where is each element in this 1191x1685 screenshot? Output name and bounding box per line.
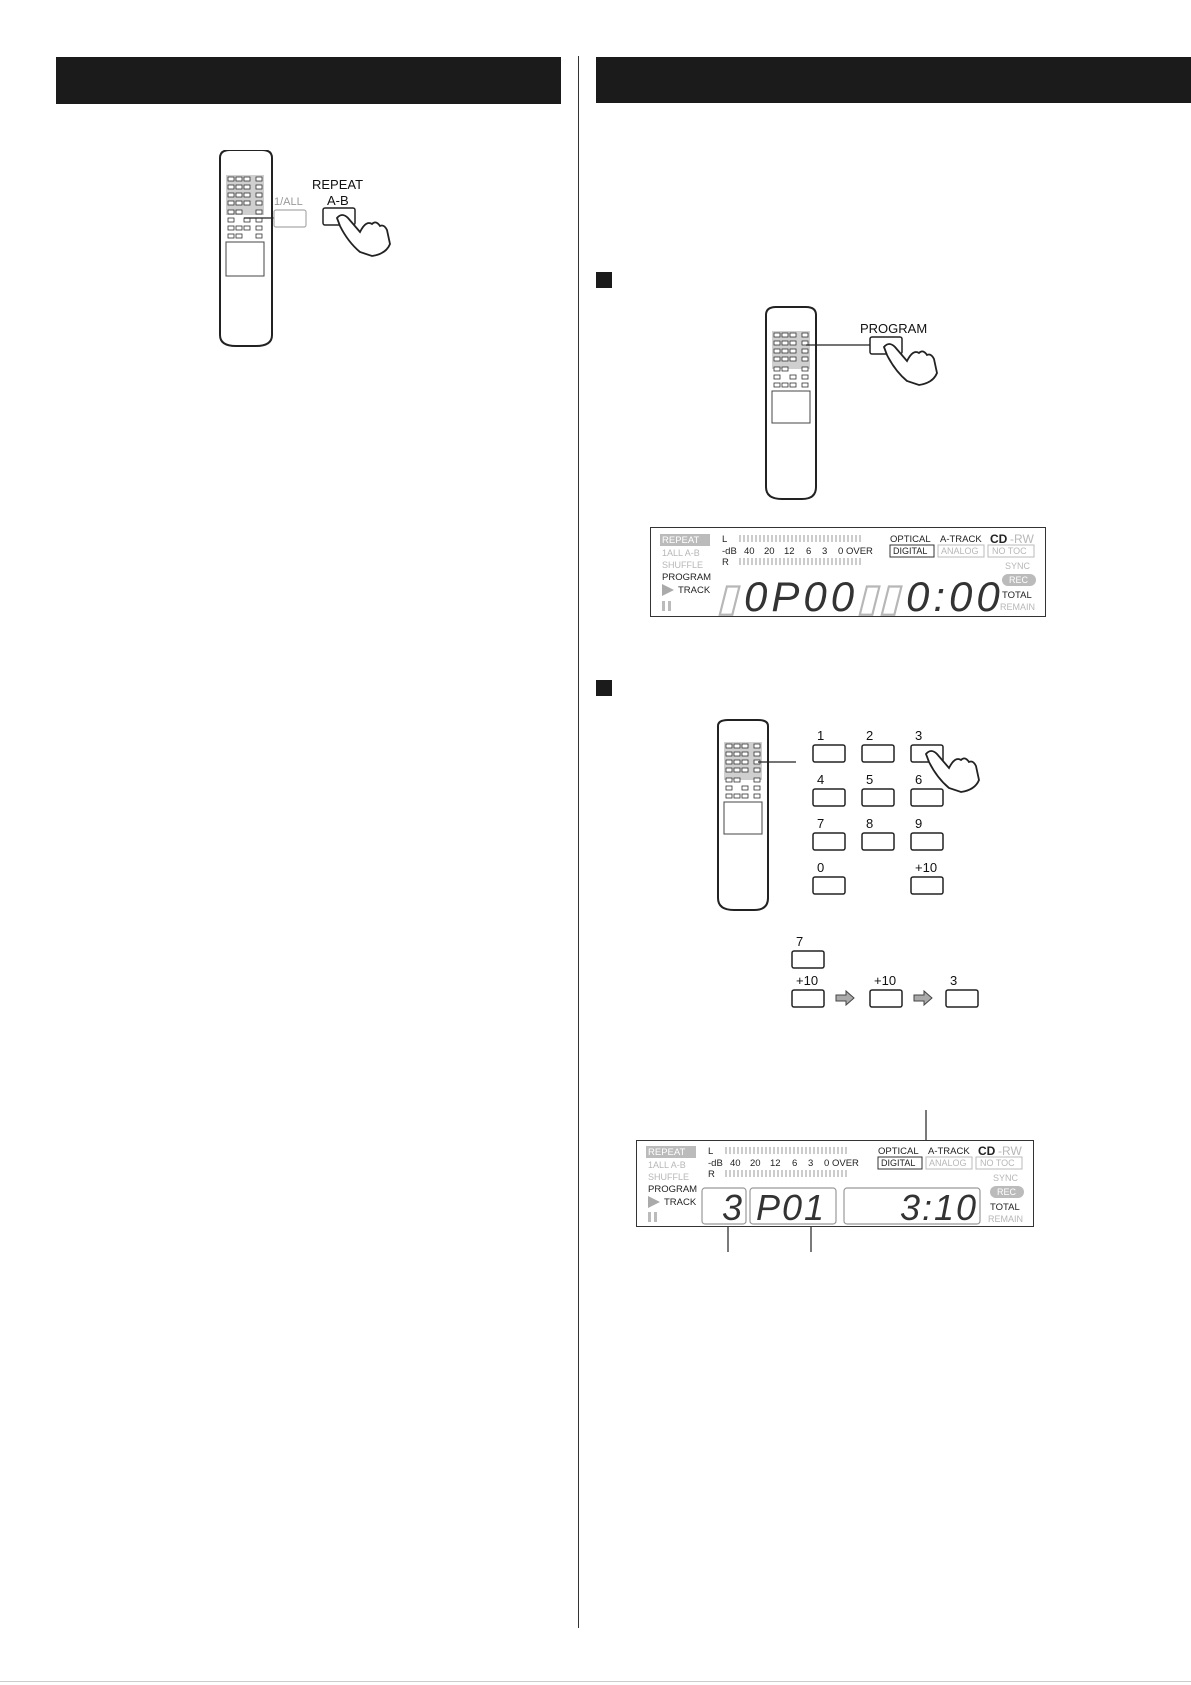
- example-seq-2-button: [870, 990, 902, 1007]
- lcd-scale-0: 0: [824, 1158, 830, 1169]
- lcd-all-ab: 1ALL A-B: [662, 548, 700, 558]
- remote-control-icon: [718, 720, 768, 910]
- example-seq-2-label: +10: [874, 973, 897, 988]
- number-keys-illustration: [710, 718, 1000, 918]
- lcd-scale-20: 20: [764, 546, 775, 557]
- lcd-l: L: [722, 534, 728, 545]
- lcd-seg-program: P01: [756, 1187, 827, 1228]
- one-all-button[interactable]: [274, 210, 306, 227]
- pressing-hand-icon: [337, 215, 390, 256]
- lcd-program: PROGRAM: [648, 1184, 698, 1195]
- key-5-label: 5: [866, 772, 874, 787]
- lcd-analog: ANALOG: [929, 1158, 967, 1168]
- lcd-cd: CD: [978, 1144, 996, 1158]
- program-label: PROGRAM: [860, 321, 928, 336]
- remote-control-icon: [220, 150, 272, 346]
- lcd-rec: REC: [1009, 575, 1029, 585]
- lcd-scale-40: 40: [744, 546, 755, 557]
- ab-label: A-B: [327, 193, 349, 208]
- key-6-button[interactable]: [911, 789, 943, 806]
- pressing-hand-icon: [884, 344, 937, 385]
- lcd-optical: OPTICAL: [890, 534, 931, 545]
- key-9-button[interactable]: [911, 833, 943, 850]
- lcd-program: PROGRAM: [662, 572, 712, 583]
- key-1-label: 1: [817, 728, 825, 743]
- example-7-label: 7: [796, 934, 804, 949]
- lcd-ghost-mid: ▯▯: [856, 576, 901, 617]
- lcd-total: TOTAL: [1002, 590, 1032, 601]
- key-6-label: 6: [915, 772, 923, 787]
- step-1-marker: [596, 272, 612, 288]
- lcd-seg-track: 3: [722, 1187, 743, 1228]
- step-2-marker: [596, 680, 612, 696]
- lcd-remain: REMAIN: [988, 1214, 1024, 1224]
- example-seq-3-button: [946, 990, 978, 1007]
- lcd-seg-time: 3:10: [900, 1187, 979, 1228]
- key-1-button[interactable]: [813, 745, 845, 762]
- left-section-header: [56, 57, 561, 104]
- lcd-rec: REC: [997, 1187, 1017, 1197]
- key-4-label: 4: [817, 772, 825, 787]
- lcd-shuffle: SHUFFLE: [648, 1172, 690, 1182]
- key-2-label: 2: [866, 728, 874, 743]
- key-entry-example: [780, 932, 1000, 1012]
- lcd-seg-right: 0:00: [906, 573, 1004, 617]
- lcd-scale-40: 40: [730, 1158, 741, 1169]
- key-0-label: 0: [817, 860, 825, 875]
- remote-control-icon: [766, 307, 816, 499]
- key-8-label: 8: [866, 816, 874, 831]
- lcd-ghost-left: ▯: [716, 576, 739, 617]
- column-divider: [578, 56, 579, 1628]
- lcd-scale-3: 3: [822, 546, 828, 557]
- lcd-a-track: A-TRACK: [940, 534, 982, 545]
- key-0-button[interactable]: [813, 877, 845, 894]
- lcd-digital: DIGITAL: [881, 1158, 916, 1168]
- arrow-right-icon: [836, 991, 854, 1005]
- example-7-button: [792, 951, 824, 968]
- key-plus10-button[interactable]: [911, 877, 943, 894]
- lcd-rw: -RW: [998, 1144, 1022, 1158]
- lcd-repeat: REPEAT: [662, 535, 700, 546]
- lcd-track: TRACK: [664, 1197, 697, 1208]
- key-8-button[interactable]: [862, 833, 894, 850]
- repeat-remote-illustration: [200, 150, 430, 350]
- lcd-shuffle: SHUFFLE: [662, 560, 704, 570]
- one-all-label: 1/ALL: [274, 196, 303, 208]
- key-4-button[interactable]: [813, 789, 845, 806]
- lcd-scale-0: 0: [838, 546, 844, 557]
- key-plus10-label: +10: [915, 860, 938, 875]
- lcd-remain: REMAIN: [1000, 602, 1036, 612]
- lcd-analog: ANALOG: [941, 546, 979, 556]
- lcd-cd: CD: [990, 532, 1008, 546]
- lcd-optical: OPTICAL: [878, 1146, 919, 1157]
- lcd-no-toc: NO TOC: [992, 546, 1027, 556]
- lcd-digital: DIGITAL: [893, 546, 928, 556]
- example-seq-1-label: +10: [796, 973, 819, 988]
- key-2-button[interactable]: [862, 745, 894, 762]
- lcd-a-track: A-TRACK: [928, 1146, 970, 1157]
- example-seq-1-button: [792, 990, 824, 1007]
- lcd-r: R: [722, 557, 729, 568]
- lcd-scale-12: 12: [784, 546, 795, 557]
- right-section-header: [596, 57, 1191, 103]
- lcd-scale-3: 3: [808, 1158, 814, 1169]
- repeat-label: REPEAT: [312, 177, 364, 192]
- lcd-rw: -RW: [1010, 532, 1034, 546]
- key-3-label: 3: [915, 728, 923, 743]
- lcd-no-toc: NO TOC: [980, 1158, 1015, 1168]
- lcd-track: TRACK: [678, 585, 711, 596]
- key-9-label: 9: [915, 816, 923, 831]
- lcd-scale-6: 6: [792, 1158, 798, 1169]
- key-7-label: 7: [817, 816, 825, 831]
- lcd-sync: SYNC: [1005, 561, 1031, 571]
- program-remote-illustration: [760, 305, 1000, 505]
- lcd-display-program-entry: [636, 1110, 1036, 1252]
- lcd-all-ab: 1ALL A-B: [648, 1160, 686, 1170]
- lcd-display-program-start: [650, 527, 1046, 617]
- key-7-button[interactable]: [813, 833, 845, 850]
- pressing-hand-icon: [926, 751, 979, 792]
- lcd-scale-12: 12: [770, 1158, 781, 1169]
- lcd-db: -dB: [722, 546, 737, 557]
- pause-icon: [662, 601, 665, 611]
- lcd-db: -dB: [708, 1158, 723, 1169]
- lcd-sync: SYNC: [993, 1173, 1019, 1183]
- footer-rule: [0, 1681, 1191, 1682]
- lcd-scale-6: 6: [806, 546, 812, 557]
- arrow-right-icon: [914, 991, 932, 1005]
- lcd-scale-20: 20: [750, 1158, 761, 1169]
- lcd-repeat: REPEAT: [648, 1147, 686, 1158]
- key-5-button[interactable]: [862, 789, 894, 806]
- pause-icon: [648, 1212, 651, 1222]
- lcd-total: TOTAL: [990, 1202, 1020, 1213]
- lcd-scale-over: OVER: [846, 546, 873, 557]
- lcd-seg-left: 0P00: [744, 573, 859, 617]
- lcd-r: R: [708, 1169, 715, 1180]
- example-seq-3-label: 3: [950, 973, 958, 988]
- lcd-scale-over: OVER: [832, 1158, 859, 1169]
- lcd-l: L: [708, 1146, 714, 1157]
